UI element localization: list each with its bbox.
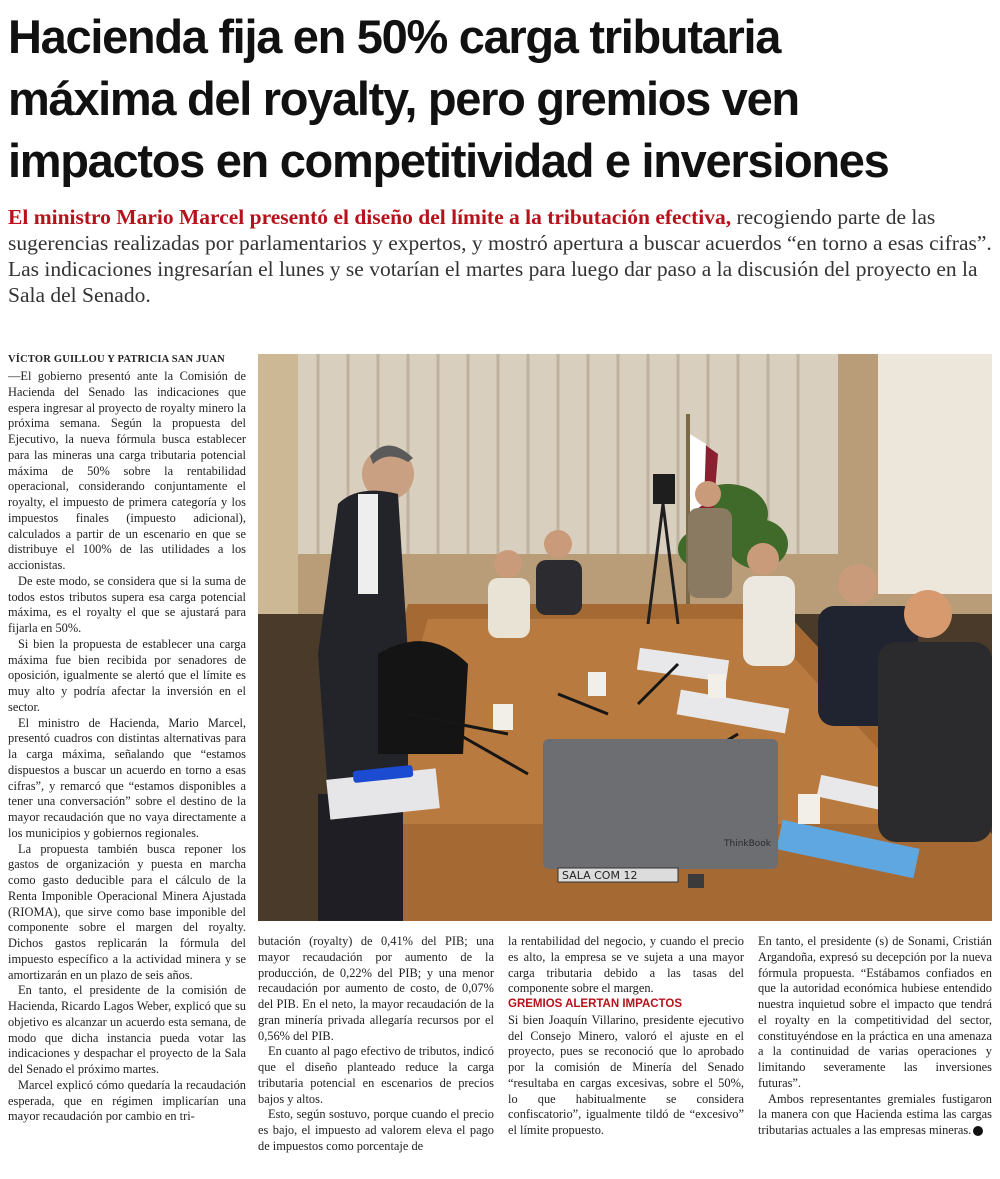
paragraph: Si bien Joaquín Villarino, presidente ejecutivo del Consejo Minero, valoró el ajuste en el proyecto, pues se reconoció que lo aprobado por la comisión de Minería del Senado “resultaba en cargas excesivas, sobre el 50%, lo que habitualmente se considera confiscatorio”, igualmente tildó de “excesivo” el límite propuesto.	[508, 1012, 744, 1137]
article-column-4	[758, 934, 992, 1139]
final-paragraph-text: Ambos representantes gremiales fustigaron la manera con que Hacienda estima las cargas tributarias actuales a las empresas mineras.	[758, 1091, 992, 1137]
article-column-3	[508, 934, 744, 1139]
paragraph: En cuanto al pago efectivo de tributos, indicó que el diseño planteado reduce la carga tributaria potencial en escenarios de precios bajos y altos.	[258, 1044, 494, 1106]
paragraph: Marcel explicó cómo quedaría la recaudación esperada, que en régimen implicarían una mayor recaudación por cambio en tri-	[8, 1077, 246, 1124]
laptop-brand: ThinkBook	[724, 839, 772, 849]
paragraph: Si bien la propuesta de establecer una carga máxima fue bien recibida por senadores de oposición, igualmente se alertó que el límite es muy alto y podría afectar la inversión en el sector.	[8, 636, 246, 714]
byline: VÍCTOR GUILLOU Y PATRICIA SAN JUAN	[8, 354, 225, 365]
headline-line-2: máxima del royalty, pero gremios ven	[8, 72, 799, 125]
lead-paragraph	[8, 204, 993, 308]
news-photo-senate-committee	[258, 354, 992, 921]
laptop-label: SALA COM 12	[562, 869, 638, 882]
paragraph	[758, 1092, 992, 1139]
headline-line-1: Hacienda fija en 50% carga tributaria	[8, 10, 781, 63]
paragraph: De este modo, se considera que si la suma de todos estos tributos supera esa carga potencial máxima, es el royalty el que se ajustará para fijarla en 50%.	[8, 573, 246, 635]
paragraph: El ministro de Hacienda, Mario Marcel, presentó cuadros con distintas alternativas para la carga máxima, señalando que “estamos dispuestos a buscar un acuerdo en torno a esas cifras”, y remarcó que “estamos disponibles a tener una conversación” sobre el destino de la mayor recaudación que no vaya directamente a los municipios y gobiernos regionales.	[8, 715, 246, 840]
paragraph: la rentabilidad del negocio, y cuando el precio es alto, la empresa se ve sujeta a una mayor carga tributaria debido a las tasas del componente sobre el margen.	[508, 934, 744, 996]
paragraph: —El gobierno presentó ante la Comisión de Hacienda del Senado las indicaciones que espera ingresar al proyecto de royalty minero la próxima semana. Según la propuesta del Ejecutivo, la nueva fórmula busca establecer para las mineras una carga tributaria potencial máxima de 50% sobre la rentabilidad operacional, considerando conjuntamente el royalty, el impuesto de primera categoría y los impuestos finales (impuesto adicional), calculados a partir de un escenario en que se distribuye el 100% de las utilidades a los accionistas.	[8, 369, 246, 572]
headline	[8, 6, 993, 192]
paragraph: butación (royalty) de 0,41% del PIB; una mayor recaudación por aumento de la producción, de 0,22% del PIB; y una menor recaudación por aumento de costo, de 0,07% del PIB. En el neto, la mayor recaudación de la gran minería privada allegaría recursos por el 0,56% del PIB.	[258, 934, 494, 1043]
article-column-2	[258, 934, 494, 1155]
paragraph: La propuesta también busca reponer los gastos de organización y puesta en marcha como gasto deducible para el cálculo de la Renta Imponible Operacional Minera Ajustada (RIOMA), que sirve como base imponible del componente sobre el margen del royalty. Dichos gastos replicarán la fórmula del impuesto específico a la actividad minera y se amortizarán en un plazo de seis años.	[8, 841, 246, 982]
end-mark-icon: P	[973, 1126, 983, 1136]
headline-line-3: impactos en competitividad e inversiones	[8, 134, 889, 187]
paragraph: En tanto, el presidente de la comisión de Hacienda, Ricardo Lagos Weber, explicó que su objetivo es alcanzar un acuerdo esta semana, de modo que dicha instancia pueda votar las indicaciones y despachar el proyecto de la Sala del Senado el próximo martes.	[8, 983, 246, 1076]
lead-text: recogiendo parte de las sugerencias realizadas por parlamentarios y expertos, y mostró apertura a buscar acuerdos “en torno a esas cifras”. Las indicaciones ingresarían el lunes y se votarían el martes para luego dar paso a la discusión del proyecto en la Sala del Senado.	[8, 205, 992, 307]
paragraph: En tanto, el presidente (s) de Sonami, Cristián Argandoña, expresó su decepción por la nueva fórmula propuesta. “Estábamos confiados en que la autoridad económica hubiese entendido nuestra inquietud sobre el impacto que tendrá el royalty en la competitividad del sector, constituyéndose en la práctica en una amenaza a la continuidad de varias operaciones y limitando severamente las inversiones futuras”.	[758, 934, 992, 1090]
lead-highlight: El ministro Mario Marcel presentó el diseño del límite a la tributación efectiva,	[8, 205, 732, 229]
article-column-1	[8, 369, 246, 1125]
section-subhead: GREMIOS ALERTAN IMPACTOS	[508, 998, 682, 1010]
paragraph: Esto, según sostuvo, porque cuando el precio es bajo, el impuesto ad valorem eleva el pago de impuestos como porcentaje de	[258, 1107, 494, 1153]
